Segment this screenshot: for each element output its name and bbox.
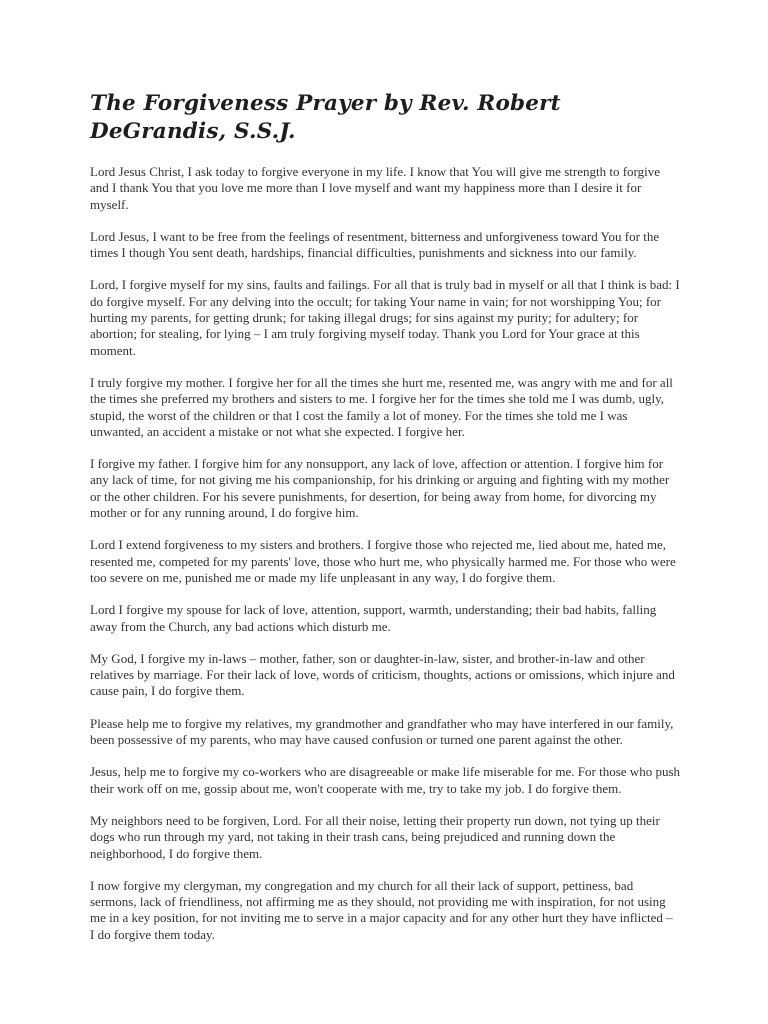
paragraph-forgive-myself: Lord, I forgive myself for my sins, faults and failings. For all that is truly bad in myself or all that I think is bad: I do forgive myself. For any delving into the occult; for taking Your name in vain; for not worshipping You; for hurting my parents, for getting drunk; for taking illegal drugs; for sins against my purity; for adultery; for abortion; for stealing, for lying – I am truly forgiving myself today. Thank you Lord for Your grace at this moment. bbox=[90, 277, 680, 358]
paragraph-clergyman: I now forgive my clergyman, my congregation and my church for all their lack of support, pettiness, bad sermons, lack of friendliness, not affirming me as they should, not providing me with inspiration, for not using me in a key position, for not inviting me to serve in a major capacity and for any other hurt they have inflicted – I do forgive them today. bbox=[90, 877, 673, 942]
paragraph-forgive-mother: I truly forgive my mother. I forgive her for all the times she hurt me, resented me, was angry with me and for all the times she preferred my brothers and sisters to me. I forgive her for the times she told me I was dumb, ugly, stupid, the worst of the children or that I cost the family a lot of money. For the times she told me I was unwanted, an accident a mistake or not what she expected. I forgive her. bbox=[90, 374, 673, 439]
paragraph-lord-jesus-christ: Lord Jesus Christ, I ask today to forgive everyone in my life. I know that You will give me strength to forgive and I thank You that you love me more than I love myself and want my happiness more than I desire it for myself. bbox=[90, 164, 660, 212]
paragraph-neighbors: My neighbors need to be forgiven, Lord. For all their noise, letting their property run down, not tying up their dogs who run through my yard, not taking in their trash cans, being prejudiced and running down the neighborhood, I do forgive them. bbox=[90, 812, 660, 861]
document-title: The Forgiveness Prayer by Rev. Robert DeGrandis, S.S.J. bbox=[90, 91, 561, 144]
paragraph-co-workers: Jesus, help me to forgive my co-workers who are disagreeable or make life miserable for me. For those who push their work off on me, gossip about me, won't cooperate with me, try to take my job. I do forgive them. bbox=[90, 764, 681, 796]
paragraph-in-laws: My God, I forgive my in-laws – mother, father, son or daughter-in-law, sister, and brother-in-law and other relatives by marriage. For their lack of love, words of criticism, thoughts, actions or omissions, which injure and cause pain, I do forgive them. bbox=[90, 650, 675, 699]
paragraph-sisters-brothers: Lord I extend forgiveness to my sisters and brothers. I forgive those who rejected me, lied about me, hated me, resented me, competed for my parents' love, those who hurt me, who physically harmed me. For those who were too severe on me, punished me or made my life unpleasant in any way, I do forgive them. bbox=[90, 537, 676, 585]
paragraph-spouse: Lord I forgive my spouse for lack of love, attention, support, warmth, understanding; their bad habits, falling away from the Church, any bad actions which disturb me. bbox=[90, 602, 657, 634]
paragraph-free-from-resentment: Lord Jesus, I want to be free from the feelings of resentment, bitterness and unforgiveness toward You for the times I though You sent death, hardships, financial difficulties, punishments and sickness into our family. bbox=[90, 228, 660, 261]
paragraph-forgive-father: I forgive my father. I forgive him for any nonsupport, any lack of love, affection or attention. I forgive him for any lack of time, for not giving me his companionship, for his drinking or arguing and fighting with my mother or the other children. For his severe punishments, for desertion, for being away from home, for divorcing my mother or for any running around, I do forgive him. bbox=[90, 456, 670, 521]
paragraph-relatives: Please help me to forgive my relatives, my grandmother and grandfather who may have interfered in our family, been possessive of my parents, who may have caused confusion or turned one parent against the other. bbox=[90, 715, 674, 748]
